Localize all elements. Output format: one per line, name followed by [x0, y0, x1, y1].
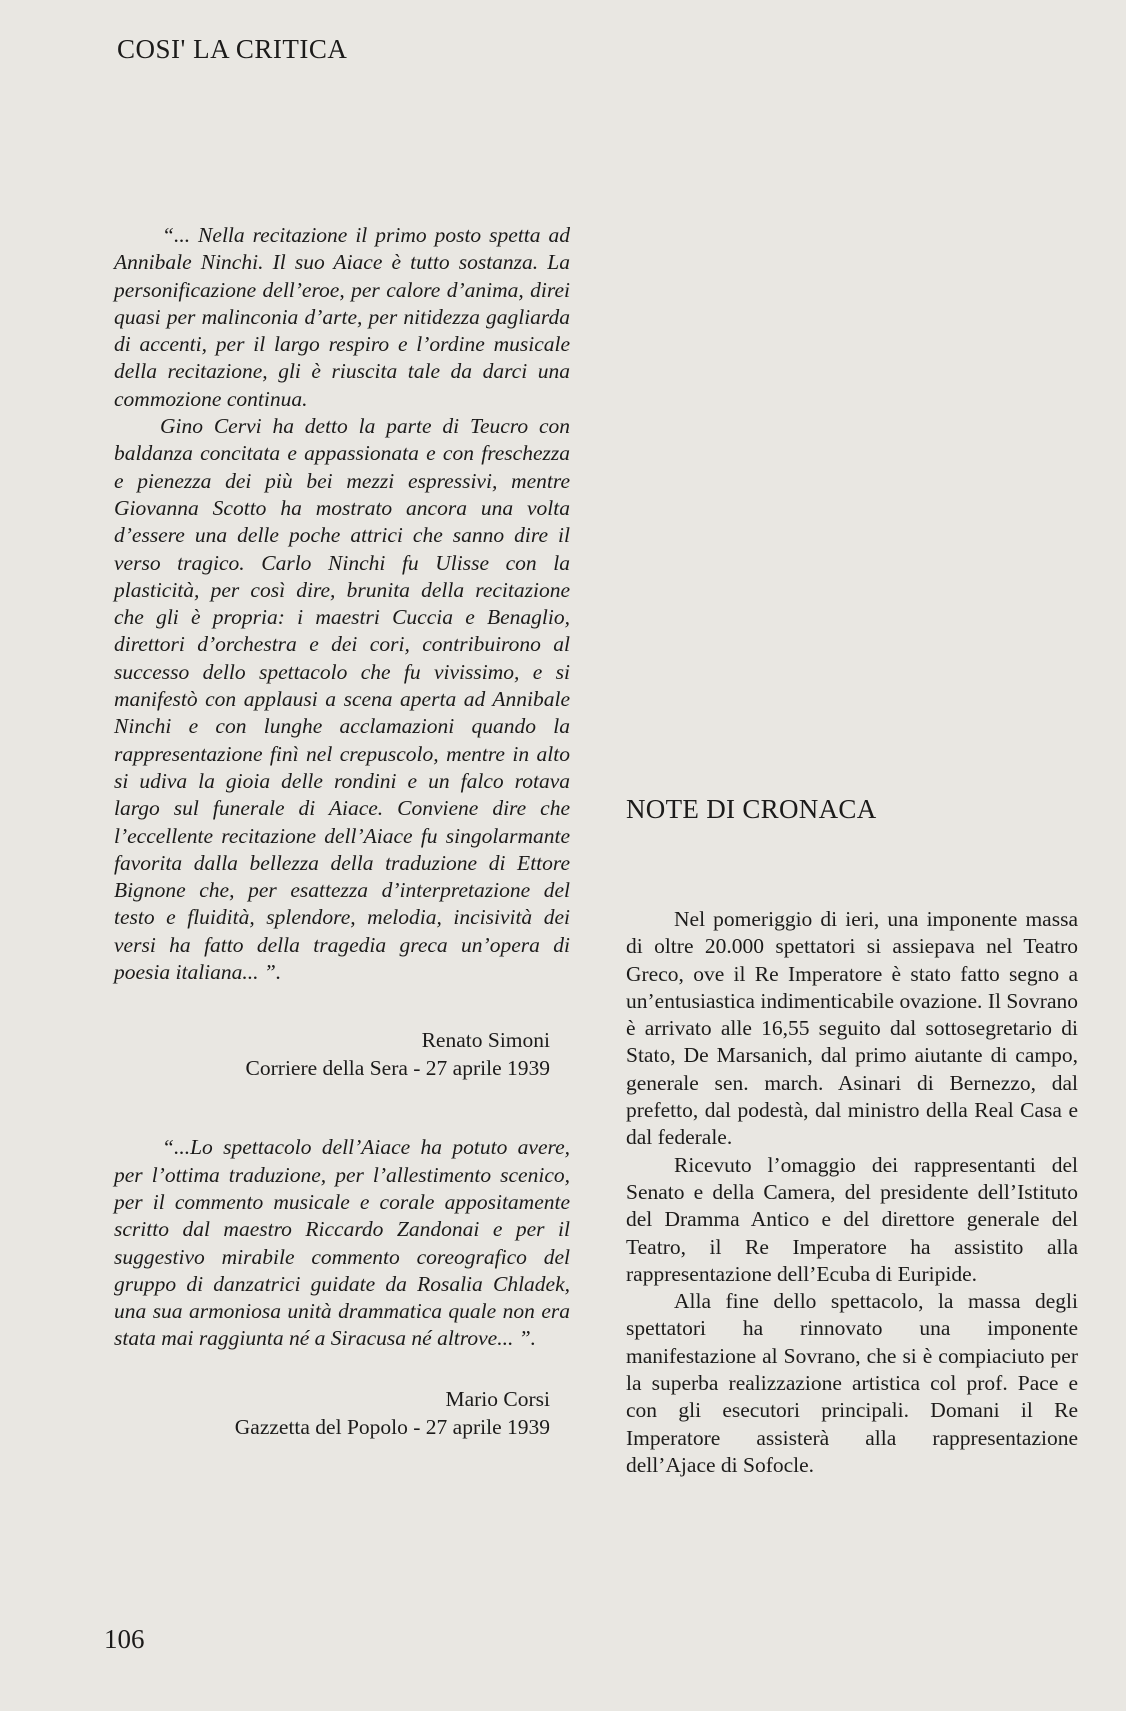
quote-paragraph: Gino Cervi ha detto la parte di Teucro con baldanza concitata e appassionata e con freschezza e pienezza dei più bei mezzi espressivi, mentre Giovanna Scotto ha mostrato ancora una volta d’essere una delle poche attrici che sanno dire il verso tragico. Carlo Ninchi fu Ulisse con la plasticità, per così dire, brunita della recitazione che gli è propria: i maestri Cuccia e Benaglio, direttori d’orchestra e dei cori, contribuirono al successo dello spettacolo che fu vivissimo, e si manifestò con applausi a scena aperta ad Annibale Ninchi e con lunghe acclamazioni quando la rappresentazione finì nel crepuscolo, mentre in alto si udiva la gioia delle rondini e un falco rotava largo sul funerale di Aiace. Conviene dire che l’eccellente recitazione dell’Aiace fu singolarmante favorita dalla bellezza della traduzione di Ettore Bignone che, per esattezza d’interpretazione del testo e fluidità, splendore, melodia, incisività dei versi ha fatto della tragedia greca un’opera di poesia italiana... ”.: [114, 414, 570, 985]
news-section-title: NOTE DI CRONACA: [626, 794, 877, 824]
quote-paragraph: “...Lo spettacolo dell’Aiace ha potuto avere, per l’ottima traduzione, per l’allestimento scenico, per il commento musicale e corale appositamente scritto dal maestro Riccardo Zandonai e per il suggestivo mirabile commento coreografico del gruppo di danzatrici guidate da Rosalia Chladek, una sua armoniosa unità drammatica quale non era stata mai raggiunta né a Siracusa né altrove... ”.: [114, 1135, 570, 1351]
quote-source: Corriere della Sera - 27 aprile 1939: [245, 1056, 550, 1081]
page-number: 106: [104, 1624, 145, 1654]
news-paragraph: Ricevuto l’omaggio dei rappresentanti del Senato e della Camera, del presidente dell’Istituto del Dramma Antico e del direttore generale del Teatro, il Re Imperatore ha assistito alla rappresentazione dell’Ecuba di Euripide.: [626, 1152, 1078, 1286]
section-title: COSI' LA CRITICA: [117, 34, 348, 64]
news-paragraph: Nel pomeriggio di ieri, una imponente massa di oltre 20.000 spettatori si assiepava nel Teatro Greco, ove il Re Imperatore è stato fatto segno a un’entusiastica indimenticabile ovazione. Il Sovrano è arrivato alle 16,55 seguito dal sottosegretario di Stato, De Marsanich, dal primo aiutante di campo, generale sen. march. Asinari di Bernezzo, dal prefetto, dal podestà, dal ministro della Real Casa e dal federale.: [626, 907, 1078, 1150]
criticism-column: [114, 222, 570, 1441]
quote-author: Renato Simoni: [421, 1028, 550, 1053]
quote-author: Mario Corsi: [445, 1386, 550, 1411]
quote-source: Gazzetta del Popolo - 27 aprile 1939: [234, 1414, 550, 1439]
quote-paragraph: “... Nella recitazione il primo posto spetta ad Annibale Ninchi. Il suo Aiace è tutto sostanza. La personificazione dell’eroe, per calore d’anima, direi quasi per malinconia d’arte, per nitidezza gagliarda di accenti, per il largo respiro e l’ordine musicale della recitazione, gli è riuscita tale da darci una commozione continua.: [114, 223, 570, 411]
news-column: [626, 906, 1078, 1479]
news-paragraph: Alla fine dello spettacolo, la massa degli spettatori ha rinnovato una imponente manifestazione al Sovrano, che si è compiaciuto per la superba realizzazione artistica col prof. Pace e con gli esecutori principali. Domani il Re Imperatore assisterà alla rappresentazione dell’Ajace di Sofocle.: [626, 1289, 1078, 1477]
